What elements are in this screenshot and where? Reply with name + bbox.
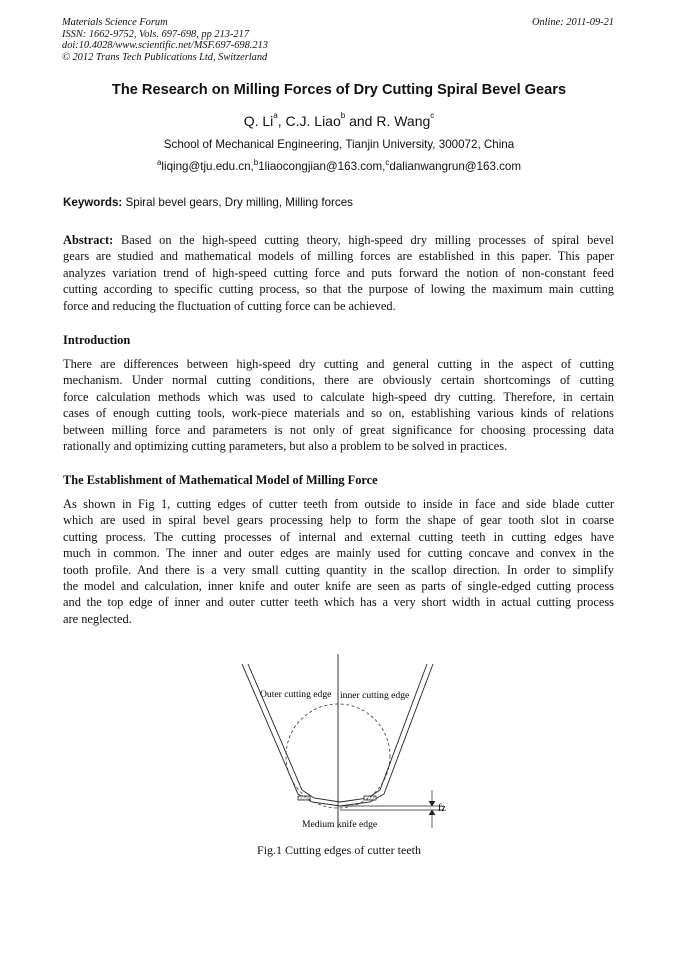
author-sup: a: [273, 111, 278, 120]
model-line: cutting process. The cutting processes of internal and external cutting teeth in cutting edges have: [63, 529, 614, 544]
author-separator: and: [345, 113, 377, 129]
affiliation: School of Mechanical Engineering, Tianjin University, 300072, China: [163, 138, 515, 151]
label-outer-cutting-edge: Outer cutting edge: [260, 689, 332, 700]
author-name: C.J. Liao: [285, 113, 341, 129]
abstract-label: Abstract:: [63, 233, 114, 247]
keywords-text: Spiral bevel gears, Dry milling, Milling forces: [125, 196, 353, 209]
intro-line: between milling force and parameters is not only of great significance for choosing processing data: [63, 422, 614, 437]
label-fz: fz: [438, 803, 446, 814]
abstract-line-text: Based on the high-speed cutting theory, high-speed dry milling processes of spiral bevel: [121, 233, 614, 247]
author-sup: c: [430, 111, 435, 120]
cutter-profile: [242, 664, 433, 806]
keywords: [63, 196, 353, 209]
intro-line: cases of enough cutting tools, work-piece materials and so on, establishing various kinds of relations: [63, 406, 614, 421]
author-list: [0, 113, 678, 129]
figure-cutting-edges: [230, 650, 470, 840]
intro-line: force calculation methods which was used to calculate high-speed dry cutting. Therefore, in certain: [63, 389, 614, 404]
abstract-line: analyzes variation trend of high-speed cutting force and puts forward the notion of non-constant feed: [63, 265, 614, 280]
author-name: Q. Li: [243, 113, 274, 129]
online-date: Online: 2011-09-21: [531, 17, 614, 28]
figure-caption: Fig.1 Cutting edges of cutter teeth: [257, 843, 421, 857]
section-heading-introduction: Introduction: [63, 333, 131, 347]
email-list: [0, 160, 678, 173]
abstract-line: force and reducing the fluctuation of cutting force can be achieved.: [63, 298, 396, 313]
journal-header: [62, 17, 268, 63]
paper-title: The Research on Milling Forces of Dry Cutting Spiral Bevel Gears: [111, 82, 567, 98]
introduction-paragraph: [63, 356, 614, 454]
email-sup: c: [385, 158, 390, 167]
email-sup: b: [253, 158, 259, 167]
email-address[interactable]: dalianwangrun@163.com: [389, 160, 522, 173]
edge-block-left: [298, 796, 310, 800]
model-line: tooth profile. And there is a very small cutting quantity in the scallop direction. In order to simplify: [63, 562, 614, 577]
keywords-label: Keywords:: [63, 196, 123, 209]
model-line: As shown in Fig 1, cutting edges of cutter teeth from outside to inside in face and side blade cutter: [63, 497, 614, 511]
section-heading-model: The Establishment of Mathematical Model of Milling Force: [63, 473, 378, 487]
label-medium-knife-edge: Medium knife edge: [302, 819, 378, 830]
intro-line: rationally and optimizing cutting parameters, but also a problem to be solved in practices.: [63, 439, 508, 454]
model-line: which are used in spiral bevel gears processing help to form the shape of gear tooth slot in coarse: [63, 513, 614, 528]
model-line: and the top edge of inner and outer cutter teeth which has a very short width in actual cutting process: [63, 595, 614, 610]
model-paragraph: [63, 496, 614, 627]
copyright-line: © 2012 Trans Tech Publications Ltd, Switzerland: [62, 51, 268, 63]
email-sup: a: [156, 158, 162, 167]
abstract-line: [63, 232, 614, 248]
author-name: R. Wang: [376, 113, 431, 129]
abstract-line: cutting according to specific cutting process, so that the purpose of lowing the maximum main cutting: [63, 282, 614, 297]
abstract: [63, 232, 614, 314]
email-address[interactable]: liqing@tju.edu.cn,: [161, 160, 254, 173]
intro-line: There are differences between high-speed dry cutting and general cutting in the aspect of cutting: [63, 357, 614, 371]
author-sup: b: [340, 111, 346, 120]
issn-line: ISSN: 1662-9752, Vols. 697-698, pp 213-217: [62, 28, 250, 40]
email-address[interactable]: 1liaocongjian@163.com,: [258, 160, 386, 173]
intro-line: mechanism. Under normal cutting conditions, there are obviously certain shortcomings of cutting: [63, 373, 614, 388]
abstract-line: gears are studied and mathematical models of milling forces are established in this paper. This paper: [63, 249, 614, 264]
journal-name: Materials Science Forum: [62, 17, 168, 28]
label-inner-cutting-edge: inner cutting edge: [340, 690, 410, 701]
model-line: are neglected.: [63, 611, 132, 626]
author-separator: ,: [277, 113, 286, 129]
doi-line: doi:10.4028/www.scientific.net/MSF.697-698.213: [62, 40, 268, 52]
model-line: much in common. The inner and outer edges are mainly used for cutting concave and convex in the: [63, 546, 614, 561]
model-line: the model and calculation, inner knife and outer knife are seen as parts of single-edged cutting process: [63, 579, 614, 594]
